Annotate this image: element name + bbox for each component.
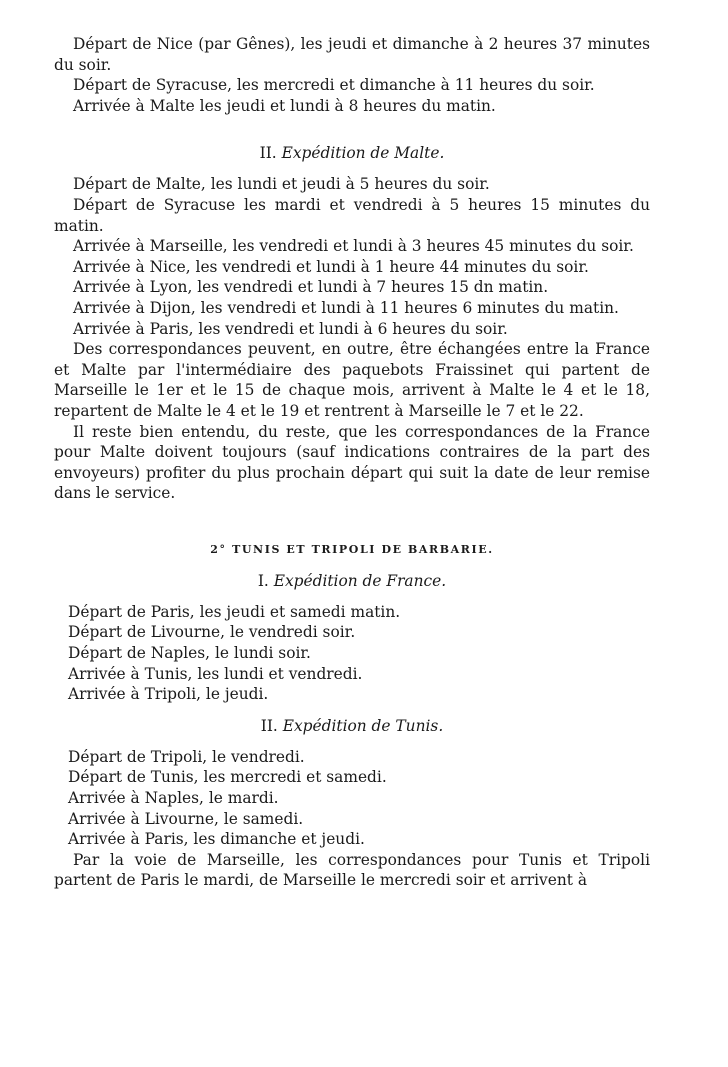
heading-number: II.	[259, 144, 277, 163]
line-arrivee-marseille: Arrivée à Marseille, les vendredi et lundi à 3 heures 45 minutes du soir.	[73, 237, 634, 256]
section-title-tunis: 2° TUNIS ET TRIPOLI DE BARBARIE.	[210, 542, 494, 556]
heading-number: II.	[260, 716, 278, 735]
heading-expedition-malte	[54, 142, 650, 164]
paragraph-paquebots: Des correspondances peuvent, en outre, être échangées entre la France et Malte par l'intermédiaire des paquebots Fraissinet qui partent de Marseille le 1er et le 15 de chaque mois, arrivent à Malte le 4 et le 18, repartent de Malte le 4 et le 19 et rentrent à Marseille le 7 et le 22.	[54, 340, 650, 420]
line-depart-nice: Départ de Nice (par Gênes), les jeudi et dimanche à 2 heures 37 minutes du soir.	[54, 35, 650, 74]
line-depart-malte: Départ de Malte, les lundi et jeudi à 5 heures du soir.	[73, 175, 490, 194]
line-arrivee-malte: Arrivée à Malte les jeudi et lundi à 8 heures du matin.	[73, 96, 496, 115]
spacer	[54, 530, 650, 540]
paragraph-voie-marseille: Par la voie de Marseille, les correspondances pour Tunis et Tripoli partent de Paris le mardi, de Marseille le mercredi soir et arrivent à	[54, 850, 650, 890]
heading-number: I.	[257, 571, 269, 590]
line-depart-syracuse-malte: Départ de Syracuse les mardi et vendredi à 5 heures 15 minutes du matin.	[54, 195, 650, 235]
list-item: Départ de Tripoli, le vendredi.	[68, 747, 305, 766]
list-item: Arrivée à Tunis, les lundi et vendredi.	[68, 664, 363, 683]
list-item: Départ de Tunis, les mercredi et samedi.	[68, 768, 387, 787]
spacer	[54, 737, 650, 747]
list-item: Arrivée à Naples, le mardi.	[68, 789, 279, 808]
line-arrivee-nice: Arrivée à Nice, les vendredi et lundi à 1 heure 44 minutes du soir.	[73, 257, 589, 276]
spacer	[54, 560, 650, 570]
spacer	[54, 504, 650, 530]
paragraph-reste-entendu: Il reste bien entendu, du reste, que les correspondances de la France pour Malte doivent toujours (sauf indications contraires de la part des envoyeurs) profiter du plus prochain départ qui suit la date de leur remise dans le service.	[54, 422, 650, 503]
heading-text: Expédition de France.	[273, 571, 447, 590]
list-expedition-france	[54, 602, 650, 705]
spacer	[54, 592, 650, 602]
spacer	[54, 705, 650, 715]
list-expedition-tunis	[54, 747, 650, 850]
line-depart-syracuse: Départ de Syracuse, les mercredi et dimanche à 11 heures du soir.	[73, 76, 595, 95]
list-item: Arrivée à Tripoli, le jeudi.	[68, 685, 269, 704]
spacer	[54, 116, 650, 142]
heading-expedition-tunis	[54, 715, 650, 737]
heading-expedition-france	[54, 570, 650, 592]
line-arrivee-paris: Arrivée à Paris, les vendredi et lundi à 6 heures du soir.	[73, 319, 508, 338]
list-item: Départ de Naples, le lundi soir.	[68, 644, 311, 663]
heading-text: Expédition de Malte.	[281, 144, 445, 163]
document-page	[54, 34, 650, 891]
spacer	[54, 164, 650, 174]
list-item: Départ de Livourne, le vendredi soir.	[68, 623, 356, 642]
heading-text: Expédition de Tunis.	[282, 716, 444, 735]
list-item: Arrivée à Paris, les dimanche et jeudi.	[68, 830, 365, 849]
list-item: Départ de Paris, les jeudi et samedi matin.	[68, 602, 401, 621]
line-arrivee-lyon: Arrivée à Lyon, les vendredi et lundi à 7 heures 15 dn matin.	[73, 278, 549, 297]
line-arrivee-dijon: Arrivée à Dijon, les vendredi et lundi à 11 heures 6 minutes du matin.	[73, 298, 619, 317]
list-item: Arrivée à Livourne, le samedi.	[68, 809, 304, 828]
